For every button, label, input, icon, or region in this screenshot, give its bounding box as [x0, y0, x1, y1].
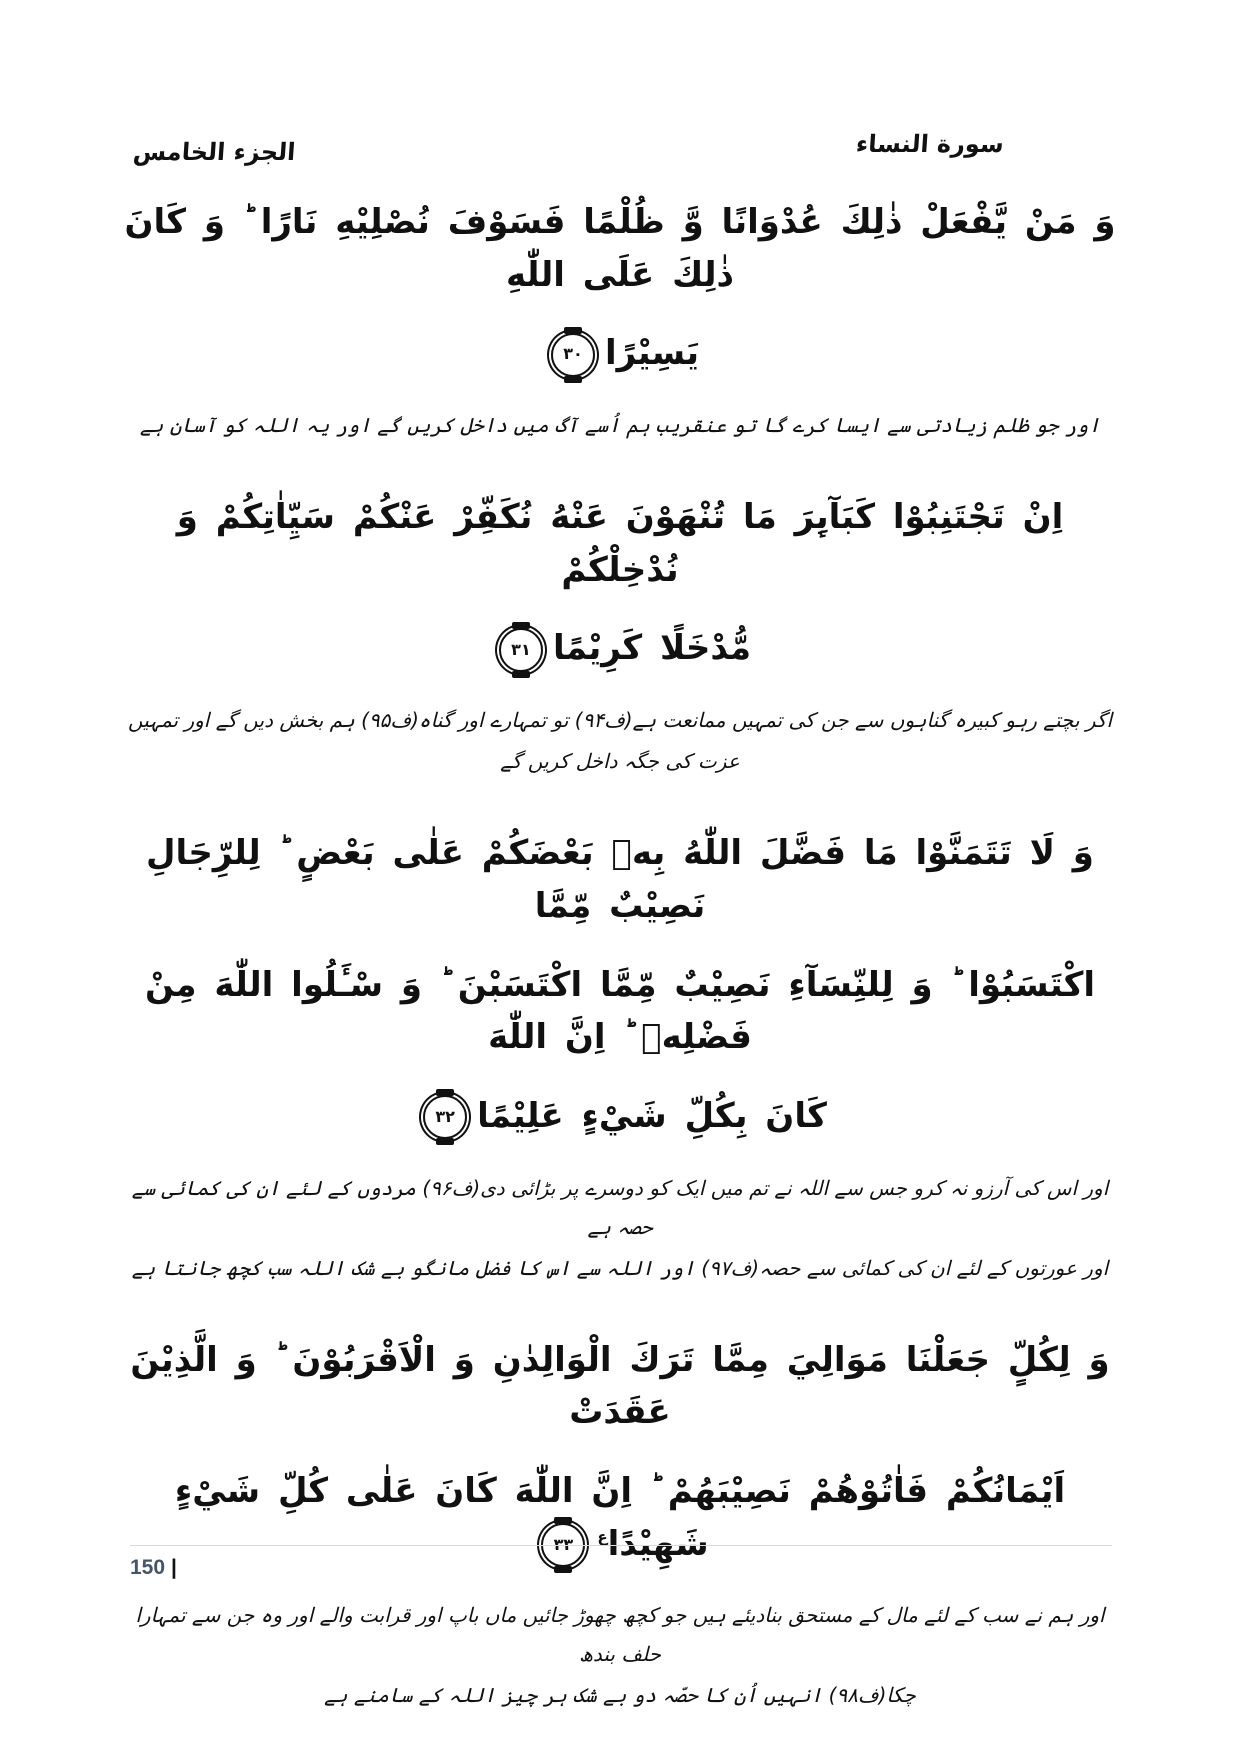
arabic-verse-line [115, 491, 1125, 596]
arabic-verse-line [115, 196, 1125, 301]
arabic-text: مُّدْخَلًا كَرِيْمًا [552, 628, 752, 669]
page-footer [130, 1545, 1112, 1580]
arabic-text: وَ مَنْ يَّفْعَلْ ذٰلِكَ عُدْوَانًا وَّ ظُلْمًا فَسَوْفَ نُصْلِيْهِ نَارًا ؕ وَ كَانَ ذٰلِكَ عَلَى اللّٰهِ [124, 202, 1116, 295]
arabic-verse-line [115, 1334, 1125, 1439]
urdu-translation-line: چکا(ف۹۸) انہیں اُن کا حصّہ دو بے شک ہر چیز اللہ کے سامنے ہے [324, 1683, 916, 1708]
urdu-translation-line: اور ہم نے سب کے لئے مال کے مستحق بنادیئے ہیں جو کچھ چھوڑ جائیں ماں باپ اور قرابت والے اور وہ جن سے تمہارا حلف بندھ [135, 1603, 1105, 1667]
urdu-translation-line: اور اس کی آرزو نہ کرو جس سے اللہ نے تم میں ایک کو دوسرے پر بڑائی دی(ف۹۶) مردوں کے لئے ان کی کمائی سے حصہ ہے [131, 1175, 1109, 1239]
verse-block-31 [115, 491, 1125, 781]
urdu-translation-line: عزت کی جگہ داخل کریں گے [500, 749, 740, 774]
page-number-separator: | [171, 1556, 177, 1579]
verse-block-33 [115, 1334, 1125, 1716]
ruku-mark: ع [597, 1528, 608, 1547]
arabic-text: يَسِيْرًا [604, 333, 700, 374]
verse-block-32 [115, 827, 1125, 1287]
ayah-number: ٣٣ [553, 1534, 574, 1554]
ayah-end-marker [551, 333, 595, 377]
arabic-verse-line [115, 827, 1125, 932]
arabic-text: كَانَ بِكُلِّ شَيْءٍ عَلِيْمًا [477, 1095, 827, 1136]
page-number: 150 [130, 1556, 166, 1579]
page-content [115, 196, 1125, 1761]
urdu-translation-line: اگر بچتے رہو کبیرہ گناہوں سے جن کی تمہیں ممانعت ہے(ف۹۴) تو تمہارے اور گناہ(ف۹۵) ہم بخش دیں گے اور تمہیں [128, 708, 1112, 733]
footer-divider [130, 1545, 1112, 1546]
ayah-end-marker [499, 628, 543, 672]
page-header [0, 128, 1239, 188]
surah-title: سورة النساء [855, 130, 1005, 158]
ayah-end-marker [423, 1095, 467, 1139]
urdu-translation-line: اور جو ظلم زیادتی سے ایسا کرے گا تو عنقریب ہم اُسے آگ میں داخل کریں گے اور یہ اللہ کو آسان ہے [139, 413, 1101, 438]
ayah-number: ٣٢ [435, 1106, 455, 1126]
page-number-wrap [130, 1556, 1112, 1580]
verse-block-30 [115, 196, 1125, 445]
arabic-verse-line [115, 1090, 1125, 1143]
arabic-text: وَ لَا تَتَمَنَّوْا مَا فَضَّلَ اللّٰهُ بِهٖ بَعْضَكُمْ عَلٰى بَعْضٍ ؕ لِلرِّجَالِ نَصِيْبٌ مِّمَّا [146, 833, 1094, 926]
arabic-verse-line [115, 622, 1125, 675]
juz-title: الجزء الخامس [132, 138, 297, 166]
ayah-number: ٣١ [511, 639, 531, 659]
arabic-text: اَيْمَانُكُمْ فَاٰتُوْهُمْ نَصِيْبَهُمْ ؕ اِنَّ اللّٰهَ كَانَ عَلٰى كُلِّ شَيْءٍ شَهِيْدًا [174, 1470, 1066, 1564]
arabic-text: وَ لِكُلٍّ جَعَلْنَا مَوَالِيَ مِمَّا تَرَكَ الْوَالِدٰنِ وَ الْاَقْرَبُوْنَ ؕ وَ الَّذِيْنَ عَقَدَتْ [130, 1339, 1110, 1433]
urdu-translation-line: اور عورتوں کے لئے ان کی کمائی سے حصہ(ف۹۷) اور اللہ سے اس کا فضل مانگو بے شک اللہ سب کچھ جانتا ہے [131, 1255, 1109, 1280]
arabic-text: اِنْ تَجْتَنِبُوْا كَبَآىِٕرَ مَا تُنْهَوْنَ عَنْهُ نُكَفِّرْ عَنْكُمْ سَيِّاٰتِكُمْ وَ نُدْخِلْكُمْ [176, 497, 1064, 590]
arabic-verse-line [115, 959, 1125, 1064]
ayah-number: ٣٠ [563, 344, 583, 364]
arabic-text: اكْتَسَبُوْا ؕ وَ لِلنِّسَآءِ نَصِيْبٌ مِّمَّا اكْتَسَبْنَ ؕ وَ سْـَٔلُوا اللّٰهَ مِنْ فَضْلِهٖ ؕ اِنَّ اللّٰهَ [144, 964, 1096, 1058]
arabic-verse-line [115, 327, 1125, 380]
